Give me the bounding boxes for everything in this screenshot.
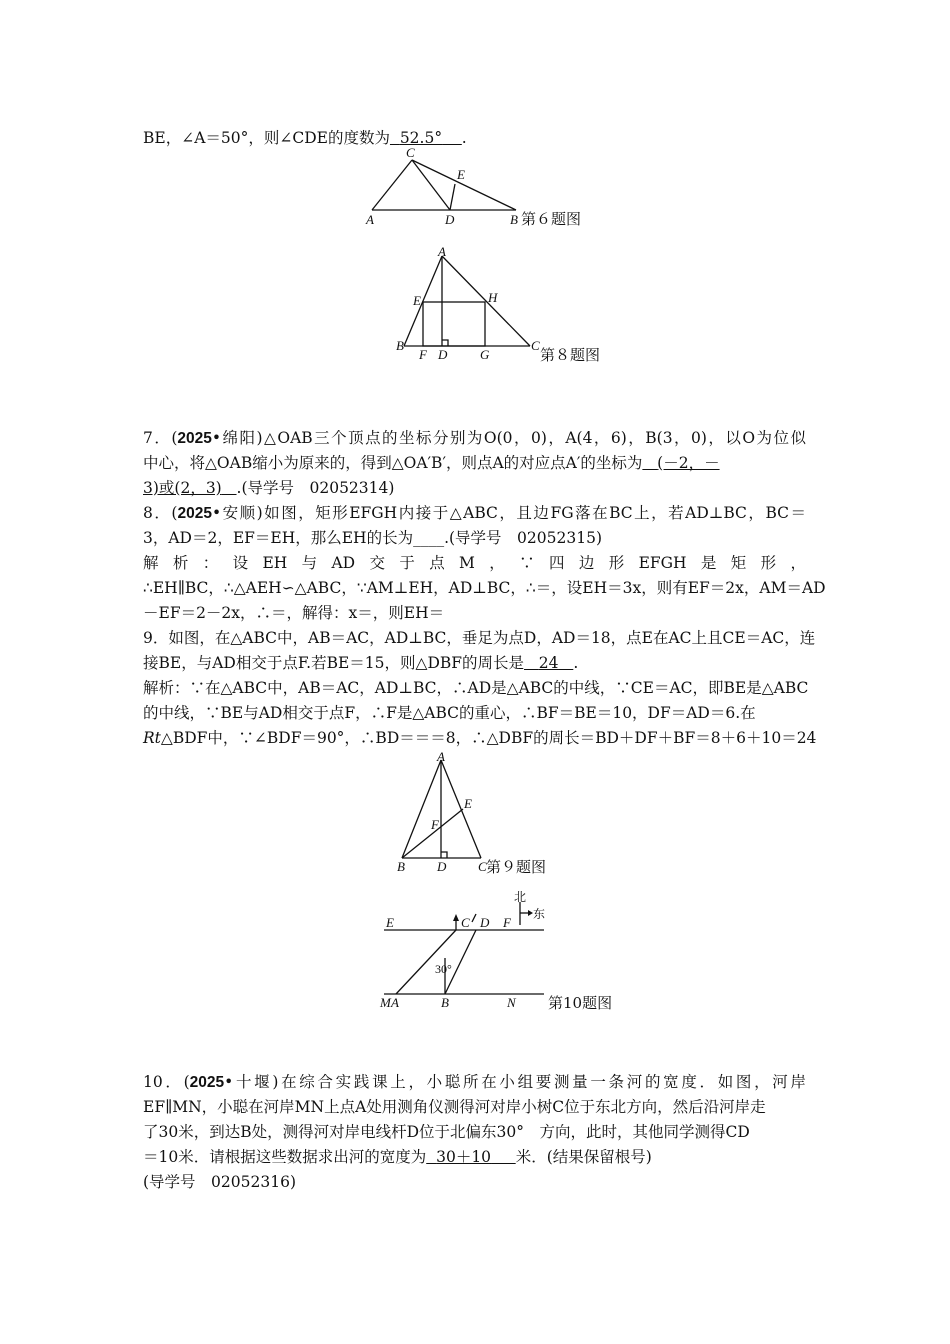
- fig10-north-label: 北: [514, 890, 527, 904]
- q8-line1: [143, 503, 806, 524]
- q10-source-place: •十堰): [224, 1073, 279, 1091]
- q8-number: 8．: [143, 504, 172, 522]
- q7-answer-part1: (－2，－: [657, 454, 720, 472]
- figure-10: [374, 888, 554, 1016]
- fig6-label-e: E: [457, 167, 465, 182]
- fig9-label-e: E: [464, 796, 472, 811]
- q9-solution-line3: [143, 728, 816, 748]
- q9-line1: [143, 628, 815, 648]
- q8-text1: 如图，矩形EFGH内接于△ABC，且边FG落在BC上，若AD⊥BC，BC＝: [262, 504, 806, 522]
- fig10-label-f: F: [503, 915, 511, 930]
- q9-solution-text3: △BDF中，∵∠BDF＝90°，∴BD＝＝＝8，∴△DBF的周长＝BD＋DF＋BF＝8＋6＋10＝24: [160, 729, 817, 747]
- fig6-label-a: A: [366, 212, 374, 227]
- fig10-east-label: 东: [533, 907, 546, 921]
- fig6-label-d: D: [445, 212, 455, 227]
- q10-line3: 了30米，到达B处，测得河对岸电线杆D位于北偏东30° 方向，此时，其他同学测得CD: [143, 1123, 750, 1141]
- fig10-label-e: E: [386, 915, 394, 930]
- q6-tail-suffix: .: [461, 129, 467, 147]
- q8-text2: 3，AD＝2，EF＝EH，那么EH的长为: [143, 529, 414, 547]
- fig10-angle-label: 30°: [435, 962, 452, 976]
- fig10-label-d: D: [480, 915, 490, 930]
- fig10-label-n: N: [507, 995, 516, 1010]
- q10-line1: [143, 1072, 806, 1093]
- fig8-label-b: B: [396, 338, 404, 353]
- fig6-caption: 第６题图: [521, 210, 582, 228]
- q9-solution-line2: 的中线，∵BE与AD相交于点F，∴F是△ABC的重心，∴BF＝BE＝10，DF＝AD＝6.在: [143, 704, 756, 722]
- q9-line2: [143, 653, 578, 673]
- q10-source-year: 2025: [189, 1074, 225, 1091]
- fig8-label-d: D: [438, 347, 448, 362]
- q10-suffix: 米．(结果保留根号): [515, 1148, 652, 1166]
- q6-answer: 52.5°: [399, 129, 443, 147]
- fig8-label-g: G: [480, 347, 490, 362]
- q8-source-open: (: [171, 504, 178, 522]
- q6-tail-text: BE，∠A＝50°，则∠CDE的度数为: [143, 129, 390, 147]
- q7-source-place: •绵阳): [211, 429, 263, 447]
- figure-9: [392, 750, 492, 876]
- q10-line2: EF∥MN，小聪在河岸MN上点A处用测角仪测得河对岸小树C位于东北方向，然后沿河岸走: [143, 1098, 766, 1116]
- q9-rt-italic: Rt: [143, 729, 161, 747]
- fig9-label-a: A: [437, 750, 445, 764]
- fig8-label-f: F: [419, 347, 427, 362]
- q9-suffix: .: [573, 654, 579, 672]
- q7-line2: [143, 453, 720, 473]
- q8-source-place: •安顺): [211, 504, 263, 522]
- fig8-label-e: E: [413, 293, 421, 308]
- q10-line5: (导学号 02052316): [143, 1173, 296, 1191]
- q8-solution-line3: －EF＝2－2x，∴＝，解得：x＝，则EH＝: [143, 604, 445, 622]
- q9-text1: 如图，在△ABC中，AB＝AC，AD⊥BC，垂足为点D，AD＝18，点E在AC上且CE＝AC，连: [168, 629, 816, 647]
- fig10-north-arrow-icon: [453, 914, 459, 921]
- q9-number: 9．: [143, 629, 169, 647]
- fig8-label-c: C: [531, 338, 540, 353]
- q10-text1: 在综合实践课上，小聪所在小组要测量一条河的宽度．如图，河岸: [278, 1073, 806, 1091]
- figure-8: [392, 244, 542, 364]
- q8-blank: ____: [413, 529, 445, 547]
- q8-ref: .(导学号 02052315): [444, 529, 602, 547]
- q7-number: 7．: [143, 429, 172, 447]
- q10-line4: [143, 1147, 652, 1167]
- fig10-caption: 第10题图: [548, 994, 613, 1012]
- q8-source-year: 2025: [177, 505, 212, 522]
- fig10-label-m: M: [380, 995, 391, 1010]
- q7-ref: .(导学号 02052314): [236, 479, 395, 497]
- fig10-label-a: A: [391, 995, 399, 1010]
- q7-text2: 中心，将△OAB缩小为原来的，得到△OA′B′，则点A的对应点A′的坐标为: [143, 454, 643, 472]
- fig8-label-a: A: [438, 244, 446, 259]
- fig9-label-d: D: [437, 859, 447, 874]
- fig8-caption: 第８题图: [540, 346, 601, 364]
- q9-text2: 接BE，与AD相交于点F.若BE＝15，则△DBF的周长是: [143, 654, 525, 672]
- fig9-caption: 第９题图: [486, 858, 547, 876]
- q10-text4: ＝10米．请根据这些数据求出河的宽度为: [143, 1148, 427, 1166]
- fig6-label-b: B: [510, 212, 518, 227]
- q10-source-open: (: [183, 1073, 190, 1091]
- q8-solution-line1: 解析：设EH与AD交于点M，∵四边形EFGH是矩形，: [143, 554, 806, 572]
- fig10-label-b: B: [441, 995, 449, 1010]
- q7-source-open: (: [171, 429, 178, 447]
- q8-solution-line2: ∴EH∥BC，∴△AEH∽△ABC，∵AM⊥EH，AD⊥BC，∴＝，设EH＝3x，则有EF＝2x，AM＝AD: [143, 579, 826, 597]
- q7-line1: [143, 428, 806, 449]
- fig9-label-f: F: [431, 817, 439, 832]
- q7-text1: △OAB三个顶点的坐标分别为O(0，0)，A(4，6)，B(3，0)，以O为位似: [262, 429, 806, 447]
- fig9-label-c: C: [478, 859, 487, 874]
- fig10-label-c: C: [461, 915, 470, 930]
- q7-source-year: 2025: [177, 430, 212, 447]
- q9-answer: 24: [538, 654, 559, 672]
- fig8-label-h: H: [488, 290, 498, 305]
- q10-number: 10．: [143, 1073, 184, 1091]
- fig9-label-b: B: [397, 859, 405, 874]
- q8-line2: [143, 528, 602, 548]
- q10-answer: 30＋10: [436, 1148, 492, 1166]
- q7-answer-part2: 3)或(2，3): [143, 479, 222, 497]
- q7-line3: [143, 478, 394, 498]
- fig6-label-c: C: [406, 145, 415, 160]
- figure-6: [362, 144, 522, 230]
- q9-solution-line1: 解析：∵在△ABC中，AB＝AC，AD⊥BC，∴AD是△ABC的中线，∵CE＝AC，即BE是△ABC: [143, 679, 809, 697]
